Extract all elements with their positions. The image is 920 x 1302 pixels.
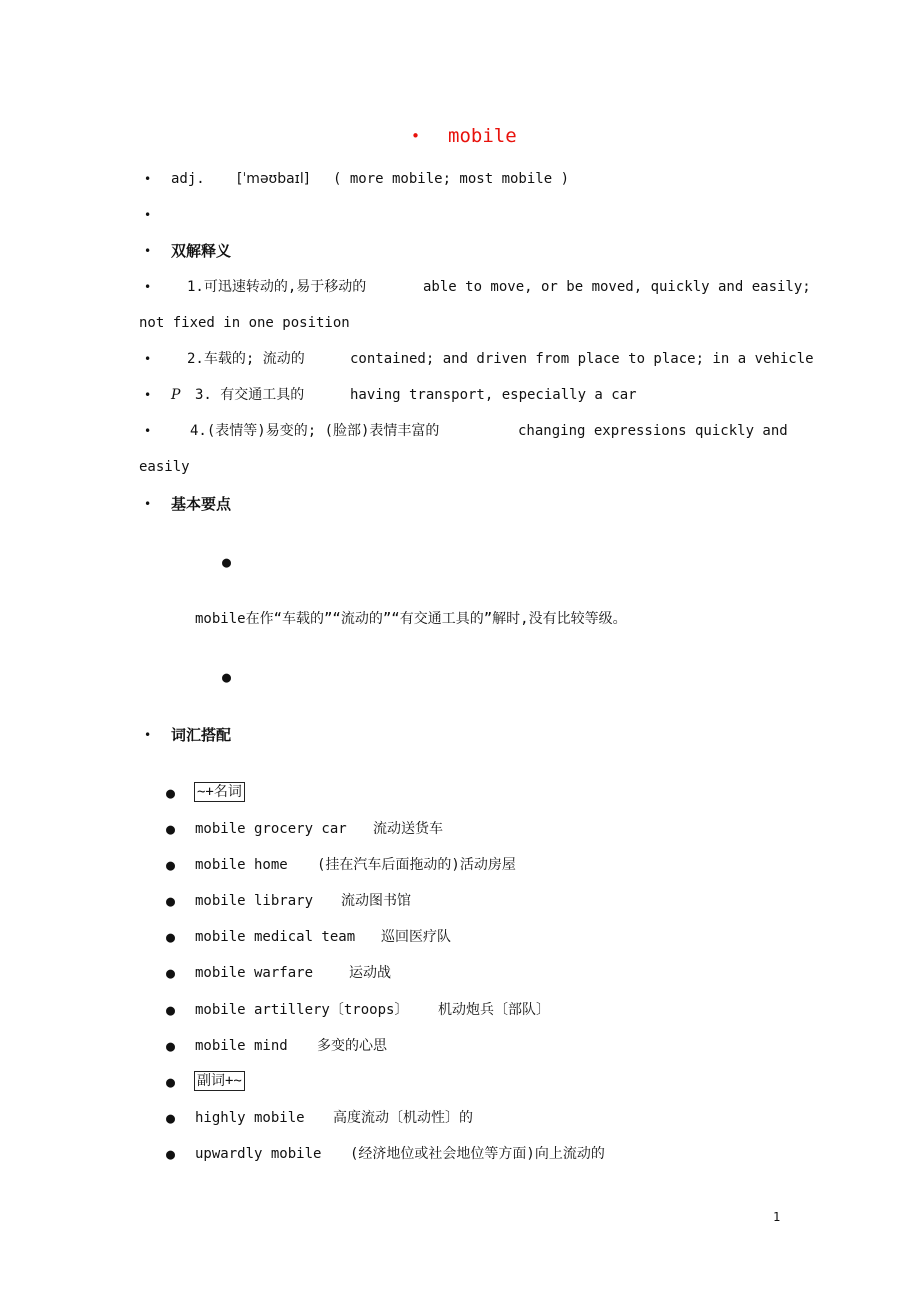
bullet: • <box>411 127 421 145</box>
collocation-zh: (经济地位或社会地位等方面)向上流动的 <box>350 1146 605 1162</box>
bullet: • <box>144 172 152 186</box>
bullet: ● <box>166 892 176 910</box>
collocation-zh: 高度流动〔机动性〕的 <box>333 1110 473 1126</box>
definition-en-continued: easily <box>139 459 190 475</box>
bullet: ● <box>222 668 232 686</box>
bullet: ● <box>166 784 176 802</box>
collocation-zh: 运动战 <box>349 965 391 981</box>
collocation-zh: 机动炮兵〔部队〕 <box>438 1002 550 1018</box>
definition-zh: 4.(表情等)易变的; (脸部)表情丰富的 <box>190 423 440 439</box>
collocation-en: mobile medical team <box>195 929 356 945</box>
collocations-heading: 词汇搭配 <box>171 726 232 744</box>
bullet: ● <box>166 964 176 982</box>
definition-en: having transport, especially a car <box>350 387 637 403</box>
collocation-zh: 多变的心思 <box>317 1038 387 1054</box>
definition-en: able to move, or be moved, quickly and easily; <box>423 279 811 295</box>
bullet: ● <box>166 1037 176 1055</box>
bullet: ● <box>166 856 176 874</box>
comparative-forms: ( more mobile; most mobile ) <box>333 171 570 187</box>
collocation-zh: (挂在汽车后面拖动的)活动房屋 <box>317 857 516 873</box>
definition-en-continued: not fixed in one position <box>139 315 350 331</box>
definition-zh: 3. 有交通工具的 <box>195 387 305 403</box>
bullet: ● <box>166 928 176 946</box>
collocation-en: mobile library <box>195 893 314 909</box>
collocation-zh: 巡回医疗队 <box>381 929 451 945</box>
bullet: ● <box>222 553 232 571</box>
bullet: ● <box>166 1145 176 1163</box>
definition-en: contained; and driven from place to place; in a vehicle <box>350 351 814 367</box>
bullet: ● <box>166 820 176 838</box>
bullet: ● <box>166 1109 176 1127</box>
bullet: • <box>144 497 152 511</box>
key-points-heading: 基本要点 <box>171 495 232 513</box>
bullet: ● <box>166 1073 176 1091</box>
collocation-en: highly mobile <box>195 1110 305 1126</box>
collocation-en: mobile artillery〔troops〕 <box>195 1002 409 1018</box>
collocation-zh: 流动送货车 <box>373 821 443 837</box>
collocation-en: mobile warfare <box>195 965 314 981</box>
definition-marker: P <box>171 387 181 403</box>
headword-title: mobile <box>448 125 517 147</box>
bullet: • <box>144 388 152 402</box>
definitions-heading: 双解释义 <box>171 242 232 260</box>
collocation-en: upwardly mobile <box>195 1146 322 1162</box>
bullet: • <box>144 280 152 294</box>
phonetic: [ˈməʊbaɪl] <box>237 171 310 187</box>
bullet: • <box>144 424 152 438</box>
key-point-note: mobile在作“车载的”“流动的”“有交通工具的”解时,没有比较等级。 <box>195 611 627 627</box>
collocation-en: mobile grocery car <box>195 821 347 837</box>
bullet: ● <box>166 1001 176 1019</box>
collocation-en: mobile home <box>195 857 288 873</box>
collocation-group-label: ~+名词 <box>194 782 245 802</box>
definition-zh: 2.车载的; 流动的 <box>187 351 305 367</box>
definition-en: changing expressions quickly and <box>518 423 788 439</box>
part-of-speech: adj. <box>171 171 205 187</box>
definition-zh: 1.可迅速转动的,易于移动的 <box>187 279 367 295</box>
bullet: • <box>144 244 152 258</box>
page-number: 1 <box>773 1210 781 1224</box>
bullet: • <box>144 208 152 222</box>
collocation-zh: 流动图书馆 <box>341 893 411 909</box>
bullet: • <box>144 352 152 366</box>
collocation-group-label: 副词+~ <box>194 1071 245 1091</box>
collocation-en: mobile mind <box>195 1038 288 1054</box>
bullet: • <box>144 728 152 742</box>
